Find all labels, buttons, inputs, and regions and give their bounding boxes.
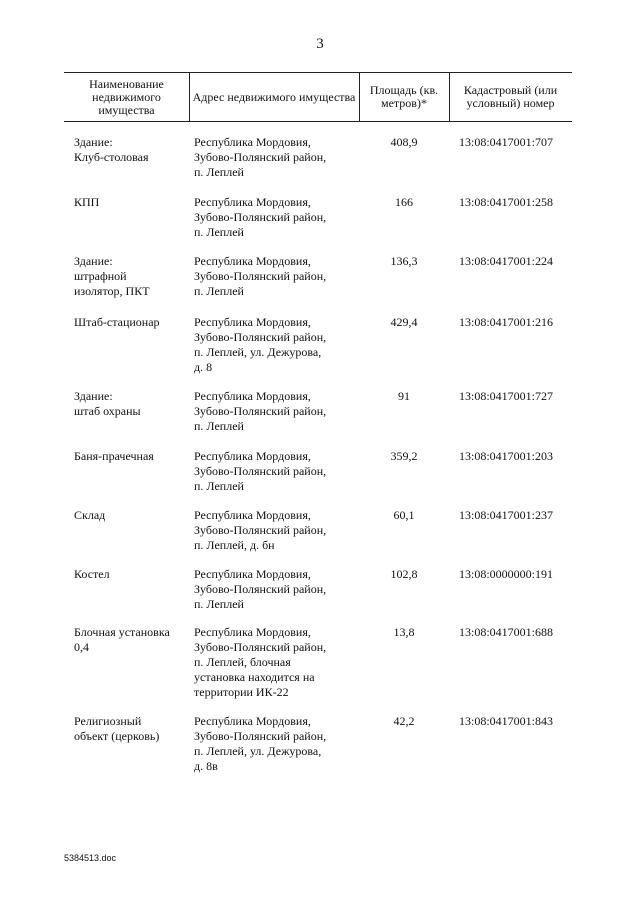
- property-address: Республика Мордовия, Зубово-Полянский район, п. Леплей, д. бн: [194, 508, 327, 552]
- table-header: [64, 72, 572, 122]
- property-address: Республика Мордовия, Зубово-Полянский район, п. Леплей: [194, 254, 327, 298]
- property-address: Республика Мордовия, Зубово-Полянский район, п. Леплей: [194, 449, 327, 493]
- property-name: Костел: [74, 567, 110, 581]
- header-divider: [189, 73, 190, 121]
- property-name: Блочная установка 0,4: [74, 625, 170, 654]
- cadastral-number: 13:08:0417001:688: [459, 625, 554, 639]
- cadastral-number: 13:08:0417001:224: [459, 254, 554, 268]
- property-area: 13,8: [393, 625, 415, 639]
- header-name: Наименование недвижимого имущества: [89, 76, 164, 117]
- property-area: 359,2: [390, 449, 418, 463]
- cadastral-number: 13:08:0417001:258: [459, 195, 554, 209]
- cadastral-number: 13:08:0417001:203: [459, 449, 554, 463]
- cadastral-number: 13:08:0417001:727: [459, 389, 554, 403]
- cadastral-number: 13:08:0417001:843: [459, 714, 554, 728]
- property-address: Республика Мордовия, Зубово-Полянский район, п. Леплей: [194, 195, 327, 239]
- property-name: Здание: Клуб-столовая: [74, 135, 149, 164]
- property-name: Склад: [74, 508, 106, 522]
- property-table: [64, 72, 572, 773]
- cadastral-number: 13:08:0000000:191: [459, 567, 554, 581]
- property-area: 166: [395, 195, 413, 209]
- property-name: Штаб-стационар: [74, 315, 160, 329]
- property-address: Республика Мордовия, Зубово-Полянский район, п. Леплей: [194, 567, 327, 611]
- header-divider: [449, 73, 450, 121]
- header-divider: [359, 73, 360, 121]
- property-area: 429,4: [390, 315, 418, 329]
- property-address: Республика Мордовия, Зубово-Полянский район, п. Леплей: [194, 389, 327, 433]
- file-name-footer: 5384513.doc: [64, 853, 117, 863]
- property-area: 102,8: [390, 567, 418, 581]
- cadastral-number: 13:08:0417001:216: [459, 315, 554, 329]
- header-area: Площадь (кв. метров)*: [369, 83, 439, 110]
- property-area: 91: [398, 389, 410, 403]
- property-name: КПП: [74, 195, 100, 209]
- page-number: 3: [316, 36, 324, 52]
- property-area: 60,1: [393, 508, 415, 522]
- property-name: Религиозный объект (церковь): [74, 714, 160, 743]
- property-address: Республика Мордовия, Зубово-Полянский район, п. Леплей, блочная установка находится на территории ИК-22: [194, 625, 327, 699]
- property-name: Баня-прачечная: [74, 449, 154, 463]
- cadastral-number: 13:08:0417001:707: [459, 135, 554, 149]
- property-name: Здание: штаб охраны: [74, 389, 141, 418]
- header-address: Адрес недвижимого имущества: [192, 89, 356, 104]
- property-area: 42,2: [393, 714, 415, 728]
- property-address: Республика Мордовия, Зубово-Полянский район, п. Леплей: [194, 135, 327, 179]
- property-address: Республика Мордовия, Зубово-Полянский район, п. Леплей, ул. Дежурова, д. 8: [194, 315, 327, 374]
- property-address: Республика Мордовия, Зубово-Полянский район, п. Леплей, ул. Дежурова, д. 8в: [194, 714, 327, 773]
- property-name: Здание: штрафной изолятор, ПКТ: [74, 254, 150, 298]
- cadastral-number: 13:08:0417001:237: [459, 508, 554, 522]
- header-cadastral-number: Кадастровый (или условный) номер: [463, 83, 558, 110]
- property-area: 136,3: [390, 254, 418, 268]
- property-area: 408,9: [390, 135, 418, 149]
